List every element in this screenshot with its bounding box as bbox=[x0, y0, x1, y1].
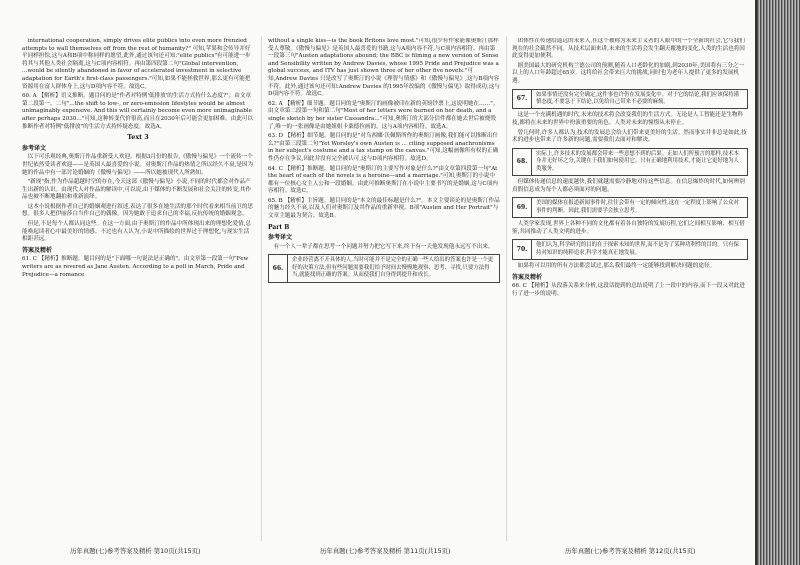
translation-paragraph: 但是,不是每个人都认同这些。在这一方面,由于奥斯汀的作品中所体现出来的理想化爱情,总能唤起读者心中最美好的情感。不过也有人认为,小说中所描绘的世界过于理想化,与现实生活相距甚远。 bbox=[22, 221, 252, 243]
answer-box-68 bbox=[512, 148, 748, 176]
column-page-12 bbox=[512, 38, 748, 538]
scan-binding-edge bbox=[755, 0, 800, 565]
translation-paragraph: "新现"指,作为作品超越时空的存在,今天这部《傲慢与偏见》小说,不同的时代都会对作品产生出新的认识。由现代人对作品的解读中,可以说,由于媒体的不断发展和社会关注的转变,其作品也被不断地翻拍和重新演绎。 bbox=[22, 179, 252, 201]
answers-heading: 答案及精析 bbox=[22, 246, 53, 254]
paragraph: 这是一个充满机遇的时代,未来的技术将会改变我们的生活方式。无论是人工智能还是生物科技,都将在未来的世界中扮演重要的角色。人类对未来的憧憬从未停止。 bbox=[512, 112, 744, 126]
column-page-11 bbox=[268, 38, 500, 538]
page-footer: 历年真题(七)参考答案及精析 第11页(共15页) bbox=[320, 547, 451, 555]
box-number: 69. bbox=[513, 198, 532, 217]
answer-64: 64. C 【精析】推断题。题目问的是"奥斯汀的主要写作对象是什么?"由文章第四段第一句"At the heart of each of the novels is a heroine—and a marriage."可知,奥斯汀的小说中都有一位核心女主人公和一段婚姻。由此可推断奥斯汀在小说中主要书写的是婚姻,这与C项内容相符。故选C。 bbox=[268, 165, 498, 195]
part-b-heading: Part B bbox=[268, 223, 290, 231]
box-number: 67. bbox=[513, 90, 532, 109]
answer-60: 60. A 【解析】语义推断。题目问的是"作者对特例'低排放'的生活方式持什么态度?"。由文章第二段第一、二句"...the shift to low-, or zero-emission lifestyles would be almost unimaginably expensive. And this will certainly become even more unimaginable after perhaps 2030..."可知,这种转变代价很高,而且在2030年后可能会更加困难。由此可以推断作者对特例"低排放"的生活方式持怀疑态度。故选A。 bbox=[22, 93, 254, 130]
box-text: 美国的媒体在报道新闻事件时,往往会带有一定的倾向性,这在一定程度上影响了公众对事件的判断。因此,我们需要学会独立思考。 bbox=[536, 200, 739, 214]
paragraph: 团体性在传递给遥远的未来人,在这个被称为未来主义者的人眼中的一个全新的社会,它与我们现在的社会截然不同。从技术层面来讲,未来的生活将会发生翻天覆地的变化,人类的生活也将因此变得更加便利。 bbox=[512, 38, 745, 60]
translation-paragraph: 以下可乐观经典,奥斯汀作品重新受人欢迎。根据3月份的报告,《傲慢与偏见》一个流传一个世纪依然受读者欢迎——是英国人最喜爱的小说。对奥斯汀作品的热情之所以经久不衰,是因为她的作品中有一部讨论婚姻的《傲慢与偏见》——所以她被现代人所熟知。 bbox=[22, 154, 254, 176]
answers-heading: 答案及精析 bbox=[512, 273, 543, 281]
answer-65: 65. B 【精析】主旨题。题目问的是"本文的最佳标题是什么?"。本文主要谈论的是奥斯汀作品的魅力经久不衰,以及人们对奥斯汀及其作品的重新审视。B项"Austen and Her Portrait"与文章主题最为契合。故选B。 bbox=[268, 197, 500, 220]
reference-translation-heading: 参考译文 bbox=[22, 144, 47, 152]
box-text: 他们认为,科学研究的目的在于探索未知的世界,而不是为了某种功利性的目的。只有保持对知识的纯粹追求,科学才能真正地发展。 bbox=[536, 242, 739, 256]
page-footer: 历年真题(七)参考答案及精析 第10页(共15页) bbox=[70, 547, 201, 555]
paragraph: 据美国最大的研究机构兰德公司的预测,随着人口老龄化的加剧,到2030年,美国将有三分之一以上的人口年龄超过65岁。这将给社会带来巨大的挑战,同时也为老年人提供了更多的发展机遇。 bbox=[512, 62, 745, 84]
box-text: 企业经营离不开具体的人,当时可能并不是完全的正确一些人给出的答案也许是一个更好的决策方法,但有些问题需要我们给予时间去慢慢地观察、思考、寻找,只要方法得当,就能找到正确的答案。从而使我们自身得到提升和成长。 bbox=[292, 257, 494, 279]
answer-box-70 bbox=[512, 239, 748, 260]
answer-box-69 bbox=[512, 197, 748, 218]
box-text: 如果事情还没有完全确定,这件事也许仍在发展变化中。对于它的结论,我们应该保持谨慎态度,不要急于下结论,以免给自己带来不必要的麻烦。 bbox=[536, 91, 739, 105]
answer-63: 63. D 【精析】细节题。题目问的是"对乌西娜·沃佩斯所作的奥斯汀画像,我们能可以推断出什么?"由第三段第二句"Yet Worsley's own Austen is ... citing supposed anachronisms in her subject's costume and a tax stamp on the canvas."可知,这幅画像所有权的正确性仍存在争议,因此并没有完全被认可,这与D项内容相符。故选D。 bbox=[268, 133, 499, 162]
translation-paragraph: 这本小说根据作者自己的婚姻观进行叙述,表达了很多在她生活的那个时代看来相当前卫的思想。很多人把伊丽莎白当作自己的偶像。因为她敢于追求自己的幸福,反抗传统的婚姻观念。 bbox=[22, 203, 254, 218]
section-title-text3: Text 3 bbox=[127, 133, 149, 142]
paragraph: 如果将可以用的所有方法都尝试过,那么我们最终一定能够找到解决问题的途径。 bbox=[517, 262, 716, 269]
box-number: 68. bbox=[513, 149, 532, 175]
page-footer: 历年真题(七)参考答案及精析 第12页(共15页) bbox=[565, 547, 696, 555]
reference-translation-heading: 参考译文 bbox=[268, 234, 293, 242]
answer-box-66 bbox=[268, 254, 500, 282]
column-divider bbox=[506, 36, 507, 541]
box-number: 66. bbox=[269, 255, 288, 281]
box-text: 实际上,许多技术的发展都会带来一些意想不到的后果。正如人们所预言的那样,技术本身并无好坏之分,关键在于我们如何使用它。只有正确地利用技术,才能让它更好地为人类服务。 bbox=[536, 150, 739, 172]
translation-paragraph: 有一个人一辈子都在思考一个问题并努力把它写下来,终于有一天他发现他永远写不出来。 bbox=[273, 243, 494, 250]
paragraph: 曾几何时,许多人都认为,技术的发展总会给人们带来更美好的生活。然而事实并非总是如此,技术的进步也带来了许多新的问题,需要我们去面对和解决。 bbox=[512, 129, 747, 144]
answer-box-67 bbox=[512, 89, 748, 110]
answer-62: 62. A 【精析】细节题。题目问的是"奥斯汀的画像被印在新的英镑钞票上,这说明她在……"。由文章第二段第一句和第二句"Most of her letters were burned on her death, and a single sketch by her sister Cassandra..."可知,奥斯汀的大部分信件都在她去世后被烧毁了,唯一的一张画像是由她姐姐卡桑德拉画的。这与A项内容相符。故选A。 bbox=[268, 100, 499, 130]
answer-66: 66. C 【精析】从段落关系来分析,这段话提到的总结说明了上一段中的内容,而下一段又对此进行了进一步的说明。 bbox=[512, 283, 745, 297]
column-page-10 bbox=[22, 38, 254, 538]
paragraph: without a single kiss—is the book Britons love most."可知,很少有作家能像奥斯汀那样受人尊敬。《傲慢与偏见》是英国人最喜爱的书籍,这与A项内容不符,与C项内容相符。再由第一段第三句"Austen adaptations abound; the BBC is filming a new version of Sense and Sensibility written by Andrew Davies, whose 1995 Pride and Prejudice was a global success, and ITV has just shown three of her other five novels."可知,Andrew Davies 只是改写了奥斯汀的小说《理智与情感》和《傲慢与偏见》,这与B项内容不符。此外,通过该句还可知:Andrew Davies 的1995年改编的《傲慢与偏见》取得成功,这与D项内容不符。故选C。 bbox=[268, 38, 500, 98]
paragraph: 但媒体传递信息的速度越快,我们就越需要冷静地对待这些信息。在信息爆炸的时代,如何辨别真假信息成为每个人都必须面对的问题。 bbox=[512, 178, 745, 193]
box-number: 70. bbox=[513, 240, 532, 259]
answer-61: 61. C 【精析】推断题。题目问的是"下面哪一句说法是正确的"。由文章第一段第一句"Few writers are as revered as Jane Austen. According to a poll in March, Pride and Prejudice—a romance bbox=[22, 256, 249, 278]
paragraph: 人类学家发现,世界上各种不同的文化都有着各自独特的发展历程,它们之间相互影响、相互借鉴,共同推动了人类文明的进步。 bbox=[512, 220, 745, 235]
paragraph: international cooperation, simply drives elite publics into even more frenzied attempts to wall themselves off from the rest of humanity?" 可知,苹果和会传导并好平同样担惊,这与A和B项中称同样的愿望,此外,通过该句还可知:"elite publics"有可能进一步将其与其他人类社会隔离,这与C项内容相符。再由第四段第二句"Global intervention, ...would be silently abandoned in favor of accelerated investment in selective adaptation for Earth's first-class passengers."可知,如果不能拯救世界,那么更有可能把资源用在富人群体身上,这与D项内容不符。故选C。 bbox=[22, 38, 251, 90]
column-divider bbox=[261, 36, 262, 541]
